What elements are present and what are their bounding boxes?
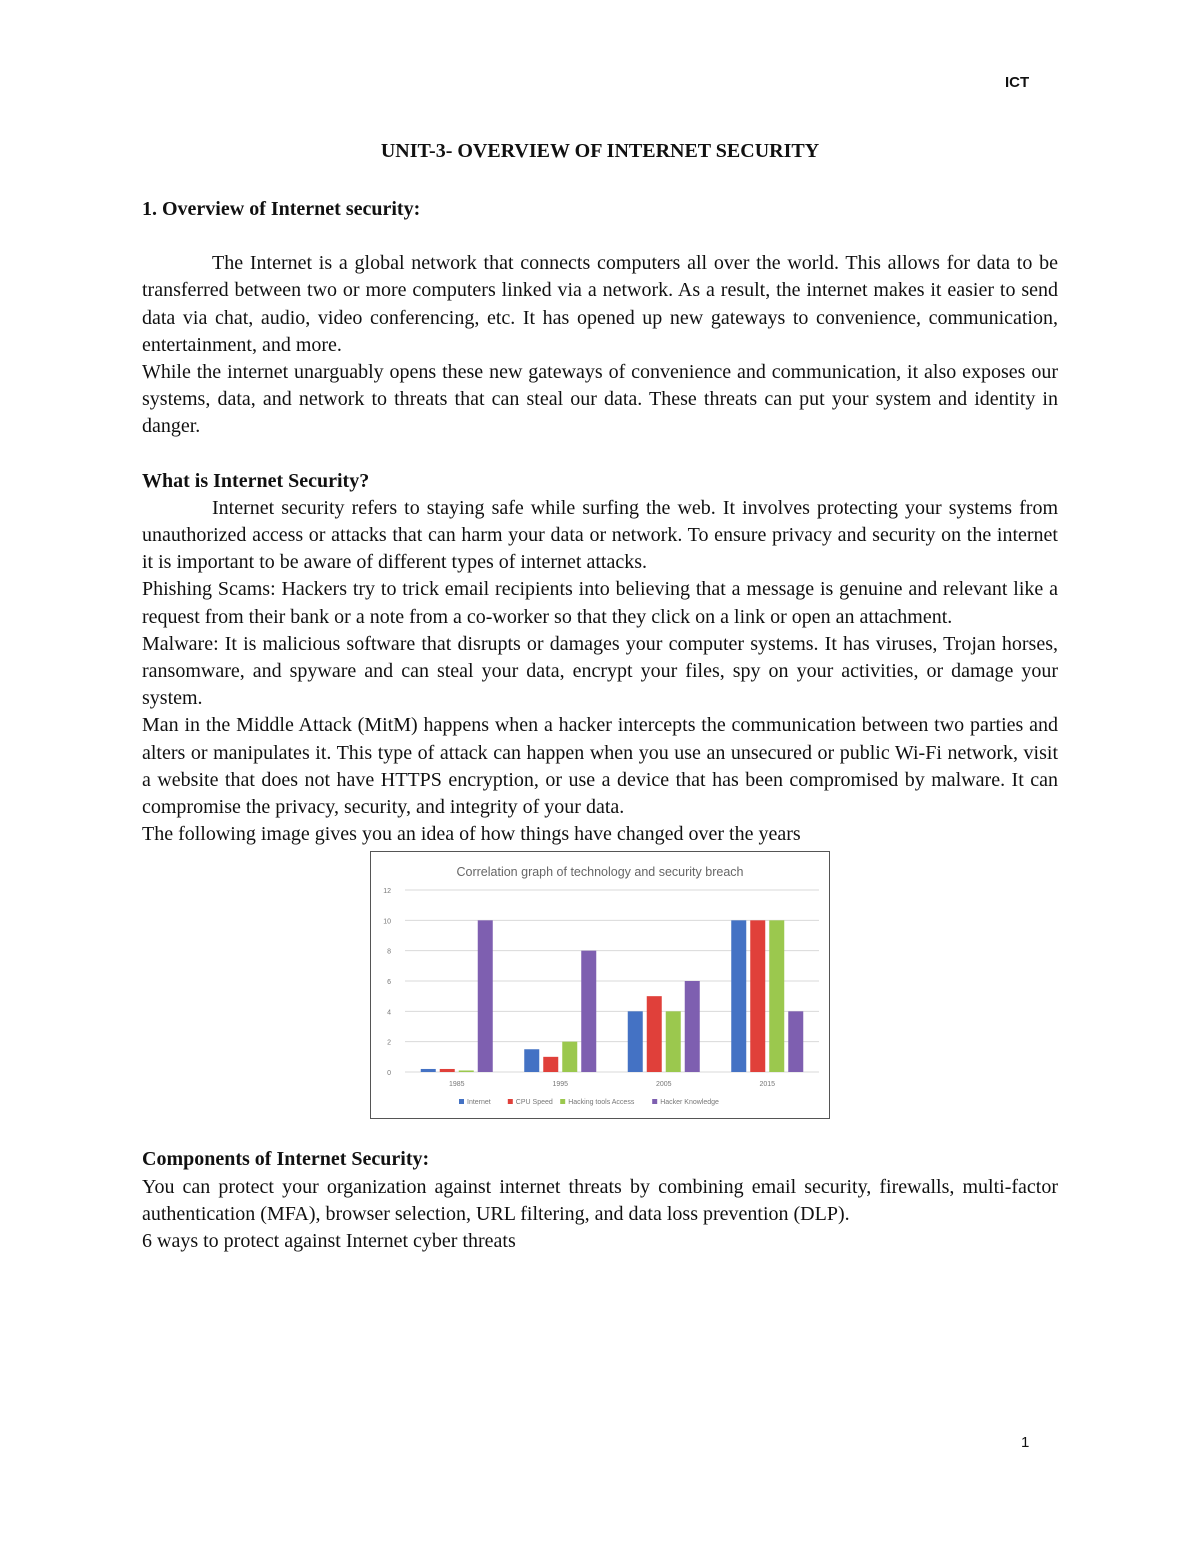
paragraph: The Internet is a global network that connects computers all over the world. This allows for data to be transferred between two or more computers linked via a network. As a result, the internet makes it easier to send data via chat, audio, video conferencing, etc. It has opened up new gateways to convenience, communication, entertainment, and more. bbox=[142, 252, 1058, 356]
y-tick-label: 4 bbox=[387, 1009, 391, 1017]
header-label: ICT bbox=[1005, 74, 1030, 91]
page-number: 1 bbox=[1021, 1434, 1030, 1451]
bar-1985-hacker-knowledge bbox=[478, 921, 493, 1073]
y-tick-label: 0 bbox=[387, 1070, 391, 1078]
bar-2005-hacker-knowledge bbox=[685, 981, 700, 1072]
legend-swatch bbox=[459, 1099, 464, 1104]
bar-chart bbox=[371, 852, 829, 1118]
bar-1995-internet bbox=[524, 1050, 539, 1073]
bar-2015-cpu-speed bbox=[750, 921, 765, 1073]
bar-1995-cpu-speed bbox=[543, 1057, 558, 1072]
paragraph: Internet security refers to staying safe while surfing the web. It involves protecting your systems from unauthorized access or attacks that can harm your data or network. To ensure privacy and security on the internet it is important to be aware of different types of internet attacks. bbox=[142, 496, 1058, 574]
chart-title: Correlation graph of technology and security breach bbox=[456, 865, 744, 880]
chart-bars bbox=[421, 921, 804, 1073]
bar-1995-hacking-tools-access bbox=[562, 1042, 577, 1072]
paragraph-image-intro: The following image gives you an idea of how things have changed over the years bbox=[142, 823, 801, 846]
y-axis-ticks bbox=[383, 888, 391, 1077]
y-tick-label: 8 bbox=[387, 949, 391, 957]
bar-2005-hacking-tools-access bbox=[666, 1012, 681, 1073]
paragraph-malware: Malware: It is malicious software that disrupts or damages your computer systems. It has viruses, Trojan horses, ransomware, and spyware and can steal your data, encrypt your files, spy on your activities, or damage your system. bbox=[142, 632, 1058, 710]
x-axis-ticks bbox=[449, 1081, 775, 1088]
chart-legend bbox=[459, 1099, 719, 1106]
y-tick-label: 12 bbox=[383, 888, 391, 896]
chart-figure bbox=[370, 851, 830, 1119]
legend-label: CPU Speed bbox=[515, 1099, 553, 1107]
y-tick-label: 10 bbox=[383, 918, 391, 926]
bar-2015-hacker-knowledge bbox=[788, 1012, 803, 1073]
spacer bbox=[142, 223, 1058, 250]
bar-1985-internet bbox=[421, 1069, 436, 1072]
section-heading-overview: 1. Overview of Internet security: bbox=[142, 198, 421, 220]
paragraph-phishing: Phishing Scams: Hackers try to trick email recipients into believing that a message is genuine and relevant like a request from their bank or a note from a co-worker so that they click on a link or open an attachment. bbox=[142, 578, 1058, 628]
legend-swatch bbox=[560, 1099, 565, 1104]
bar-2005-internet bbox=[628, 1012, 643, 1073]
legend-swatch bbox=[508, 1099, 513, 1104]
paragraph: 6 ways to protect against Internet cyber threats bbox=[142, 1230, 516, 1253]
x-tick-label: 1985 bbox=[448, 1081, 465, 1089]
section-heading-components: Components of Internet Security: bbox=[142, 1148, 430, 1171]
page-title: UNIT-3- OVERVIEW OF INTERNET SECURITY bbox=[380, 140, 820, 162]
document-body bbox=[142, 196, 1058, 1255]
legend-label: Hacking tools Access bbox=[568, 1099, 635, 1107]
bar-2005-cpu-speed bbox=[647, 997, 662, 1073]
paragraph: You can protect your organization against internet threats by combining email security, firewalls, multi-factor authentication (MFA), browser selection, URL filtering, and data loss prevention (DLP). bbox=[142, 1175, 1058, 1225]
legend-label: Hacker Knowledge bbox=[660, 1099, 719, 1107]
y-tick-label: 2 bbox=[387, 1040, 391, 1048]
bar-2015-hacking-tools-access bbox=[769, 921, 784, 1073]
section-heading-what-is: What is Internet Security? bbox=[142, 469, 370, 492]
x-tick-label: 1995 bbox=[552, 1081, 569, 1089]
bar-1985-cpu-speed bbox=[440, 1069, 455, 1072]
bar-2015-internet bbox=[731, 921, 746, 1073]
spacer bbox=[142, 1119, 1058, 1146]
legend-label: Internet bbox=[467, 1099, 491, 1107]
bar-1985-hacking-tools-access bbox=[459, 1071, 474, 1073]
x-tick-label: 2005 bbox=[655, 1081, 672, 1089]
spacer bbox=[142, 441, 1058, 468]
paragraph-mitm: Man in the Middle Attack (MitM) happens when a hacker intercepts the communication between two parties and alters or manipulates it. This type of attack can happen when you use an unsecured or public Wi-Fi network, visit a website that does not have HTTPS encryption, or use a device that has been compromised by malware. It can compromise the privacy, security, and integrity of your data. bbox=[142, 714, 1058, 819]
x-tick-label: 2015 bbox=[759, 1081, 776, 1089]
paragraph: While the internet unarguably opens these new gateways of convenience and communication, it also exposes our systems, data, and network to threats that can steal our data. These threats can put your system and identity in danger. bbox=[142, 361, 1058, 438]
y-tick-label: 6 bbox=[387, 979, 391, 987]
legend-swatch bbox=[652, 1099, 657, 1104]
bar-1995-hacker-knowledge bbox=[581, 951, 596, 1072]
